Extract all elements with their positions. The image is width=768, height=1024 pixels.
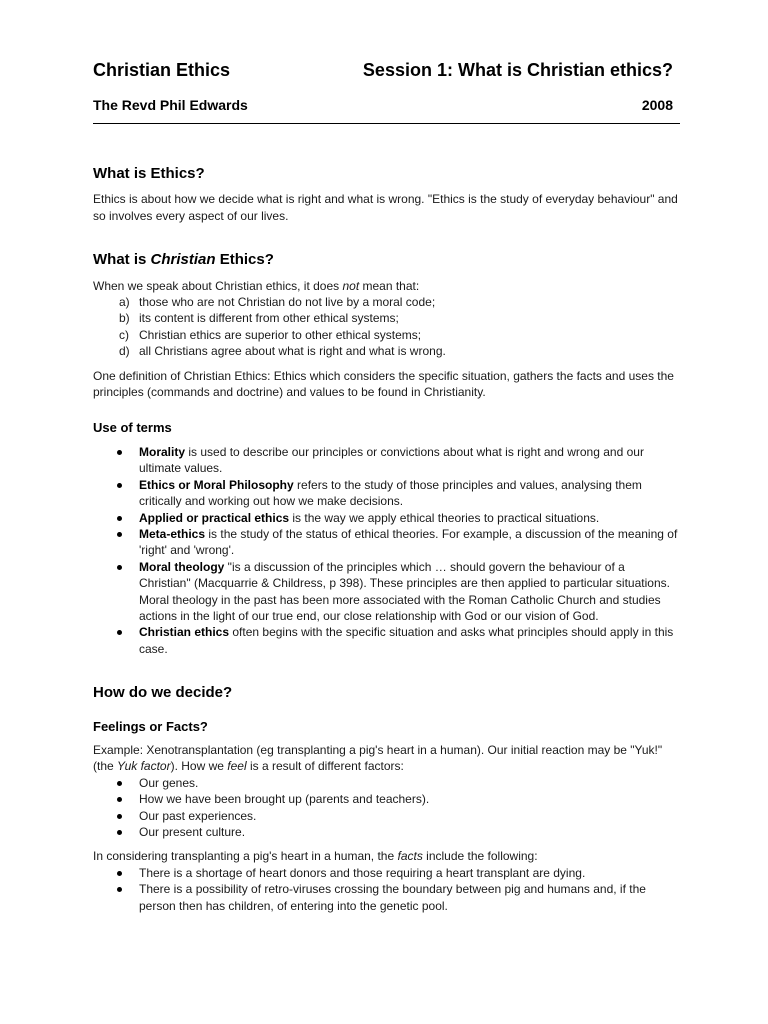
list-item: d) all Christians agree about what is right and what is wrong. — [119, 344, 446, 359]
paragraph-facts-intro: In considering transplanting a pig's heart in a human, the facts include the following: — [93, 849, 538, 864]
course-title: Christian Ethics — [93, 60, 231, 80]
list-item: There is a possibility of retro-viruses crossing the boundary between pig and humans and, if the person then has children, of entering into the genetic pool. — [113, 881, 678, 914]
subheading-feelings-or-facts: Feelings or Facts? — [93, 718, 208, 734]
list-item: Our present culture. — [113, 824, 678, 840]
facts-list — [93, 865, 678, 914]
author-name: The Revd Phil Edwards — [93, 97, 248, 113]
list-item: Ethics or Moral Philosophy refers to the study of those principles and values, analysing them critically and working out how we make decisions. — [113, 477, 678, 510]
list-item: Applied or practical ethics is the way we apply ethical theories to practical situations. — [113, 510, 678, 526]
list-item: Christian ethics often begins with the specific situation and asks what principles should apply in this case. — [113, 624, 678, 657]
list-item: b) its content is different from other ethical systems; — [119, 311, 399, 326]
list-item: Meta-ethics is the study of the status of ethical theories. For example, a discussion of the meaning of 'right' and 'wrong'. — [113, 526, 678, 559]
factors-list — [93, 775, 678, 841]
list-item: Our past experiences. — [113, 808, 678, 824]
list-item: Moral theology "is a discussion of the principles which … should govern the behaviour of a Christian" (Macquarrie & Childress, p 398). These principles are then applied to particular situations. Moral theology in the past has been more associated with the Roman Catholic Church and studies actions in the light of our true end, our close relationship with God or our vision of God. — [113, 559, 678, 625]
list-item: There is a shortage of heart donors and those requiring a heart transplant are dying. — [113, 865, 678, 881]
header-author-row — [93, 97, 673, 113]
paragraph-ethics-definition: Ethics is about how we decide what is right and what is wrong. "Ethics is the study of everyday behaviour" and so involves every aspect of our lives. — [93, 192, 678, 223]
list-item: a) those who are not Christian do not live by a moral code; — [119, 295, 436, 310]
heading-what-is-christian-ethics: What is Christian Ethics? — [93, 251, 274, 269]
document-body — [93, 166, 678, 922]
paragraph-christian-ethics-definition: One definition of Christian Ethics: Ethics which considers the specific situation, gathers the facts and uses the principles (commands and doctrine) and values to be found in Christianity. — [93, 368, 674, 400]
terms-list — [93, 444, 678, 657]
list-item: Our genes. — [113, 775, 678, 791]
heading-what-is-ethics: What is Ethics? — [93, 165, 205, 182]
heading-use-of-terms: Use of terms — [93, 420, 172, 436]
list-item: c) Christian ethics are superior to other ethical systems; — [119, 327, 422, 342]
paragraph-xeno-example: Example: Xenotransplantation (eg transplanting a pig's heart in a human). Our initial reaction may be "Yuk!" (the Yuk factor). How we feel is a result of different factors: — [93, 742, 663, 774]
paragraph-intro: When we speak about Christian ethics, it does not mean that: — [93, 278, 420, 293]
header-rule — [93, 123, 680, 124]
list-item: Morality is used to describe our principles or convictions about what is right and wrong and our ultimate values. — [113, 444, 678, 477]
session-title: Session 1: What is Christian ethics? — [362, 60, 673, 80]
list-item: How we have been brought up (parents and teachers). — [113, 791, 678, 807]
not-mean-list — [93, 294, 678, 360]
document-year: 2008 — [641, 97, 673, 113]
heading-how-do-we-decide: How do we decide? — [93, 684, 233, 702]
header-title-row — [93, 60, 673, 81]
